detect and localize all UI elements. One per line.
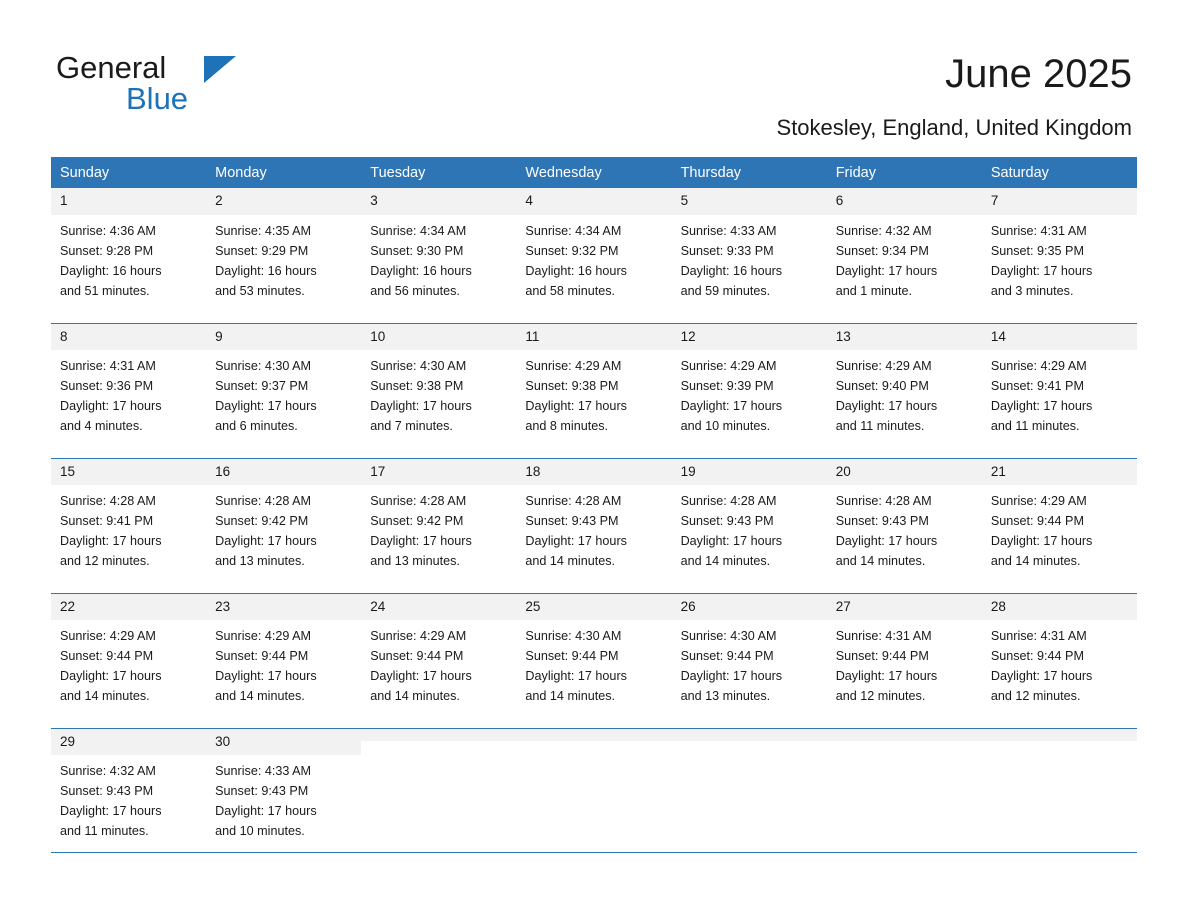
sunset-text: Sunset: 9:29 PM bbox=[215, 243, 309, 258]
day-number bbox=[361, 729, 516, 741]
day-cell[interactable] bbox=[51, 458, 206, 593]
day-number: 25 bbox=[516, 594, 671, 621]
sunrise-text: Sunrise: 4:30 AM bbox=[215, 359, 312, 374]
daylight-text-line2: and 56 minutes. bbox=[370, 283, 460, 298]
day-details bbox=[206, 350, 361, 447]
weekday-header-tuesday: Tuesday bbox=[361, 157, 516, 188]
day-details bbox=[361, 215, 516, 312]
daylight-text-line2: and 3 minutes. bbox=[990, 283, 1074, 298]
sunrise-text: Sunrise: 4:30 AM bbox=[525, 629, 622, 644]
daylight-text-line2: and 14 minutes. bbox=[835, 554, 926, 569]
sunset-text: Sunset: 9:38 PM bbox=[525, 379, 619, 394]
sunset-text: Sunset: 9:42 PM bbox=[370, 514, 464, 529]
day-number: 4 bbox=[516, 188, 671, 215]
sunrise-text: Sunrise: 4:28 AM bbox=[370, 494, 467, 509]
day-details bbox=[672, 215, 827, 312]
day-number: 30 bbox=[206, 729, 361, 756]
day-number bbox=[516, 729, 671, 741]
weekday-header-monday: Monday bbox=[206, 157, 361, 188]
sunset-text: Sunset: 9:43 PM bbox=[60, 784, 154, 799]
day-cell[interactable] bbox=[206, 593, 361, 728]
day-cell[interactable] bbox=[672, 458, 827, 593]
day-details bbox=[206, 215, 361, 312]
triangle-icon bbox=[204, 56, 236, 83]
daylight-text-line1: Daylight: 17 hours bbox=[835, 263, 938, 278]
day-cell[interactable] bbox=[206, 188, 361, 323]
day-details bbox=[827, 620, 982, 717]
day-cell[interactable] bbox=[51, 188, 206, 323]
sunrise-text: Sunrise: 4:31 AM bbox=[60, 359, 156, 374]
day-cell[interactable] bbox=[361, 323, 516, 458]
day-number: 19 bbox=[672, 459, 827, 486]
page-header bbox=[0, 0, 1188, 150]
day-number: 22 bbox=[51, 594, 206, 621]
sunset-text: Sunset: 9:33 PM bbox=[680, 243, 774, 258]
sunset-text: Sunset: 9:43 PM bbox=[215, 784, 309, 799]
sunset-text: Sunset: 9:44 PM bbox=[60, 649, 154, 664]
daylight-text-line2: and 53 minutes. bbox=[215, 283, 305, 298]
day-cell[interactable] bbox=[827, 323, 982, 458]
day-number: 5 bbox=[672, 188, 827, 215]
daylight-text-line1: Daylight: 17 hours bbox=[835, 669, 938, 684]
sunset-text: Sunset: 9:41 PM bbox=[990, 379, 1084, 394]
sunrise-text: Sunrise: 4:28 AM bbox=[680, 494, 777, 509]
day-details bbox=[516, 350, 671, 447]
day-cell[interactable] bbox=[982, 458, 1137, 593]
weekday-header-saturday: Saturday bbox=[982, 157, 1137, 188]
sunrise-text: Sunrise: 4:31 AM bbox=[990, 223, 1087, 238]
sunrise-text: Sunrise: 4:30 AM bbox=[370, 359, 467, 374]
daylight-text-line1: Daylight: 16 hours bbox=[215, 263, 317, 278]
day-cell[interactable] bbox=[206, 728, 361, 852]
daylight-text-line2: and 11 minutes. bbox=[990, 419, 1080, 434]
sunrise-text: Sunrise: 4:28 AM bbox=[835, 494, 932, 509]
day-details bbox=[827, 485, 982, 582]
sunrise-text: Sunrise: 4:31 AM bbox=[835, 629, 932, 644]
day-cell-empty bbox=[982, 728, 1137, 852]
day-details bbox=[361, 485, 516, 582]
day-cell[interactable] bbox=[982, 323, 1137, 458]
day-number bbox=[672, 729, 827, 741]
daylight-text-line2: and 13 minutes. bbox=[370, 554, 460, 569]
day-details bbox=[827, 350, 982, 447]
day-number: 12 bbox=[672, 324, 827, 351]
day-cell-empty bbox=[672, 728, 827, 852]
sunrise-text: Sunrise: 4:36 AM bbox=[60, 223, 156, 238]
sunrise-text: Sunrise: 4:30 AM bbox=[680, 629, 777, 644]
day-cell[interactable] bbox=[361, 188, 516, 323]
day-number: 11 bbox=[516, 324, 671, 351]
day-details bbox=[672, 350, 827, 447]
day-cell[interactable] bbox=[516, 188, 671, 323]
sunrise-text: Sunrise: 4:35 AM bbox=[215, 223, 312, 238]
daylight-text-line1: Daylight: 17 hours bbox=[215, 399, 317, 414]
daylight-text-line2: and 14 minutes. bbox=[680, 554, 771, 569]
day-number: 13 bbox=[827, 324, 982, 351]
day-details bbox=[51, 755, 206, 852]
day-cell[interactable] bbox=[827, 593, 982, 728]
sunrise-text: Sunrise: 4:29 AM bbox=[990, 494, 1087, 509]
day-cell[interactable] bbox=[51, 323, 206, 458]
daylight-text-line2: and 12 minutes. bbox=[990, 689, 1081, 704]
sunset-text: Sunset: 9:43 PM bbox=[680, 514, 774, 529]
daylight-text-line1: Daylight: 17 hours bbox=[525, 399, 627, 414]
daylight-text-line2: and 14 minutes. bbox=[370, 689, 460, 704]
day-details bbox=[206, 755, 361, 852]
day-number: 6 bbox=[827, 188, 982, 215]
daylight-text-line2: and 59 minutes. bbox=[680, 283, 771, 298]
day-cell-empty bbox=[827, 728, 982, 852]
daylight-text-line2: and 13 minutes. bbox=[680, 689, 771, 704]
day-details bbox=[516, 215, 671, 312]
day-number bbox=[827, 729, 982, 741]
sunrise-text: Sunrise: 4:34 AM bbox=[525, 223, 622, 238]
day-details bbox=[672, 620, 827, 717]
day-cell[interactable] bbox=[827, 188, 982, 323]
daylight-text-line2: and 10 minutes. bbox=[680, 419, 771, 434]
day-cell[interactable] bbox=[206, 458, 361, 593]
sunset-text: Sunset: 9:39 PM bbox=[680, 379, 774, 394]
sunrise-text: Sunrise: 4:32 AM bbox=[835, 223, 932, 238]
daylight-text-line2: and 51 minutes. bbox=[60, 283, 150, 298]
daylight-text-line2: and 14 minutes. bbox=[525, 554, 616, 569]
sunset-text: Sunset: 9:43 PM bbox=[835, 514, 929, 529]
day-number: 17 bbox=[361, 459, 516, 486]
daylight-text-line1: Daylight: 17 hours bbox=[835, 399, 938, 414]
day-number: 29 bbox=[51, 729, 206, 756]
day-number bbox=[982, 729, 1137, 741]
daylight-text-line1: Daylight: 16 hours bbox=[680, 263, 783, 278]
daylight-text-line1: Daylight: 17 hours bbox=[990, 399, 1093, 414]
sunset-text: Sunset: 9:32 PM bbox=[525, 243, 619, 258]
day-cell[interactable] bbox=[672, 593, 827, 728]
daylight-text-line2: and 14 minutes. bbox=[990, 554, 1081, 569]
weekday-header-wednesday: Wednesday bbox=[516, 157, 671, 188]
day-details bbox=[51, 620, 206, 717]
daylight-text-line2: and 1 minute. bbox=[835, 283, 913, 298]
daylight-text-line1: Daylight: 17 hours bbox=[525, 669, 627, 684]
sunrise-text: Sunrise: 4:33 AM bbox=[215, 764, 312, 779]
daylight-text-line1: Daylight: 17 hours bbox=[680, 534, 783, 549]
daylight-text-line1: Daylight: 17 hours bbox=[60, 669, 162, 684]
day-details bbox=[206, 485, 361, 582]
sunset-text: Sunset: 9:30 PM bbox=[370, 243, 464, 258]
day-number: 26 bbox=[672, 594, 827, 621]
day-details bbox=[516, 620, 671, 717]
page-title: June 2025 bbox=[945, 52, 1132, 96]
daylight-text-line2: and 6 minutes. bbox=[215, 419, 298, 434]
daylight-text-line2: and 11 minutes. bbox=[835, 419, 925, 434]
day-cell[interactable] bbox=[672, 188, 827, 323]
day-number: 14 bbox=[982, 324, 1137, 351]
daylight-text-line2: and 58 minutes. bbox=[525, 283, 616, 298]
day-details bbox=[982, 350, 1137, 447]
daylight-text-line1: Daylight: 17 hours bbox=[215, 669, 317, 684]
daylight-text-line1: Daylight: 17 hours bbox=[370, 399, 472, 414]
day-number: 18 bbox=[516, 459, 671, 486]
day-number: 9 bbox=[206, 324, 361, 351]
day-cell-empty bbox=[516, 728, 671, 852]
sunrise-text: Sunrise: 4:29 AM bbox=[525, 359, 622, 374]
day-number: 23 bbox=[206, 594, 361, 621]
day-number: 10 bbox=[361, 324, 516, 351]
sunrise-text: Sunrise: 4:29 AM bbox=[680, 359, 777, 374]
sunset-text: Sunset: 9:44 PM bbox=[525, 649, 619, 664]
sunset-text: Sunset: 9:42 PM bbox=[215, 514, 309, 529]
sunset-text: Sunset: 9:44 PM bbox=[990, 514, 1084, 529]
location-subtitle: Stokesley, England, United Kingdom bbox=[776, 115, 1132, 140]
sunrise-text: Sunrise: 4:31 AM bbox=[990, 629, 1087, 644]
daylight-text-line1: Daylight: 17 hours bbox=[680, 399, 783, 414]
sunset-text: Sunset: 9:40 PM bbox=[835, 379, 929, 394]
daylight-text-line1: Daylight: 17 hours bbox=[215, 534, 317, 549]
sunrise-text: Sunrise: 4:33 AM bbox=[680, 223, 777, 238]
day-number: 21 bbox=[982, 459, 1137, 486]
day-number: 15 bbox=[51, 459, 206, 486]
daylight-text-line2: and 12 minutes. bbox=[835, 689, 926, 704]
daylight-text-line1: Daylight: 17 hours bbox=[60, 534, 162, 549]
sunrise-text: Sunrise: 4:29 AM bbox=[835, 359, 932, 374]
day-cell[interactable] bbox=[516, 593, 671, 728]
day-details bbox=[672, 485, 827, 582]
sunrise-text: Sunrise: 4:28 AM bbox=[215, 494, 312, 509]
day-number: 28 bbox=[982, 594, 1137, 621]
general-blue-logo bbox=[56, 50, 276, 120]
daylight-text-line2: and 14 minutes. bbox=[525, 689, 616, 704]
day-details bbox=[361, 350, 516, 447]
day-details bbox=[51, 485, 206, 582]
day-details bbox=[361, 620, 516, 717]
sunset-text: Sunset: 9:35 PM bbox=[990, 243, 1084, 258]
sunrise-text: Sunrise: 4:34 AM bbox=[370, 223, 467, 238]
daylight-text-line1: Daylight: 16 hours bbox=[370, 263, 472, 278]
daylight-text-line1: Daylight: 17 hours bbox=[370, 669, 472, 684]
daylight-text-line2: and 14 minutes. bbox=[215, 689, 305, 704]
day-number: 16 bbox=[206, 459, 361, 486]
weekday-header-friday: Friday bbox=[827, 157, 982, 188]
day-cell[interactable] bbox=[672, 323, 827, 458]
sunset-text: Sunset: 9:38 PM bbox=[370, 379, 464, 394]
calendar-week-row bbox=[51, 188, 1137, 323]
day-cell[interactable] bbox=[516, 458, 671, 593]
day-cell[interactable] bbox=[206, 323, 361, 458]
day-number: 1 bbox=[51, 188, 206, 215]
daylight-text-line2: and 7 minutes. bbox=[370, 419, 453, 434]
day-number: 7 bbox=[982, 188, 1137, 215]
sunset-text: Sunset: 9:28 PM bbox=[60, 243, 154, 258]
daylight-text-line2: and 4 minutes. bbox=[60, 419, 143, 434]
daylight-text-line1: Daylight: 16 hours bbox=[525, 263, 627, 278]
sunrise-text: Sunrise: 4:29 AM bbox=[60, 629, 156, 644]
daylight-text-line2: and 13 minutes. bbox=[215, 554, 305, 569]
weekday-header-row bbox=[51, 157, 1137, 188]
day-cell[interactable] bbox=[51, 728, 206, 852]
daylight-text-line1: Daylight: 17 hours bbox=[680, 669, 783, 684]
daylight-text-line2: and 12 minutes. bbox=[60, 554, 150, 569]
day-cell[interactable] bbox=[827, 458, 982, 593]
sunrise-text: Sunrise: 4:29 AM bbox=[215, 629, 312, 644]
day-details bbox=[982, 620, 1137, 717]
sunset-text: Sunset: 9:44 PM bbox=[835, 649, 929, 664]
sunset-text: Sunset: 9:44 PM bbox=[990, 649, 1084, 664]
sun-times-calendar bbox=[51, 157, 1137, 853]
day-cell[interactable] bbox=[982, 593, 1137, 728]
weekday-header-thursday: Thursday bbox=[672, 157, 827, 188]
day-details bbox=[982, 215, 1137, 312]
logo-text-blue: Blue bbox=[126, 81, 189, 116]
calendar-week-row bbox=[51, 728, 1137, 852]
day-number: 3 bbox=[361, 188, 516, 215]
daylight-text-line1: Daylight: 17 hours bbox=[990, 669, 1093, 684]
day-cell-empty bbox=[361, 728, 516, 852]
day-cell[interactable] bbox=[361, 458, 516, 593]
sunset-text: Sunset: 9:44 PM bbox=[215, 649, 309, 664]
day-cell[interactable] bbox=[361, 593, 516, 728]
day-details bbox=[516, 485, 671, 582]
daylight-text-line1: Daylight: 17 hours bbox=[835, 534, 938, 549]
calendar-week-row bbox=[51, 323, 1137, 458]
day-cell[interactable] bbox=[51, 593, 206, 728]
sunrise-text: Sunrise: 4:29 AM bbox=[370, 629, 467, 644]
calendar-week-row bbox=[51, 458, 1137, 593]
daylight-text-line1: Daylight: 17 hours bbox=[370, 534, 472, 549]
day-cell[interactable] bbox=[982, 188, 1137, 323]
sunset-text: Sunset: 9:36 PM bbox=[60, 379, 154, 394]
daylight-text-line1: Daylight: 17 hours bbox=[215, 804, 317, 819]
daylight-text-line2: and 14 minutes. bbox=[60, 689, 150, 704]
daylight-text-line1: Daylight: 16 hours bbox=[60, 263, 162, 278]
day-number: 8 bbox=[51, 324, 206, 351]
day-details bbox=[206, 620, 361, 717]
daylight-text-line1: Daylight: 17 hours bbox=[990, 534, 1093, 549]
day-details bbox=[982, 485, 1137, 582]
sunset-text: Sunset: 9:43 PM bbox=[525, 514, 619, 529]
daylight-text-line2: and 8 minutes. bbox=[525, 419, 609, 434]
weekday-header-sunday: Sunday bbox=[51, 157, 206, 188]
logo-text-general: General bbox=[56, 50, 167, 85]
sunrise-text: Sunrise: 4:28 AM bbox=[60, 494, 156, 509]
day-details bbox=[827, 215, 982, 312]
sunset-text: Sunset: 9:37 PM bbox=[215, 379, 309, 394]
daylight-text-line2: and 10 minutes. bbox=[215, 824, 305, 839]
sunset-text: Sunset: 9:34 PM bbox=[835, 243, 929, 258]
day-number: 20 bbox=[827, 459, 982, 486]
day-number: 24 bbox=[361, 594, 516, 621]
daylight-text-line1: Daylight: 17 hours bbox=[990, 263, 1093, 278]
day-details bbox=[51, 215, 206, 312]
daylight-text-line1: Daylight: 17 hours bbox=[525, 534, 627, 549]
daylight-text-line1: Daylight: 17 hours bbox=[60, 399, 162, 414]
day-number: 2 bbox=[206, 188, 361, 215]
sunset-text: Sunset: 9:44 PM bbox=[370, 649, 464, 664]
sunset-text: Sunset: 9:44 PM bbox=[680, 649, 774, 664]
daylight-text-line1: Daylight: 17 hours bbox=[60, 804, 162, 819]
day-details bbox=[51, 350, 206, 447]
day-cell[interactable] bbox=[516, 323, 671, 458]
sunset-text: Sunset: 9:41 PM bbox=[60, 514, 154, 529]
sunrise-text: Sunrise: 4:29 AM bbox=[990, 359, 1087, 374]
sunrise-text: Sunrise: 4:32 AM bbox=[60, 764, 156, 779]
sunrise-text: Sunrise: 4:28 AM bbox=[525, 494, 622, 509]
day-number: 27 bbox=[827, 594, 982, 621]
calendar-week-row bbox=[51, 593, 1137, 728]
daylight-text-line2: and 11 minutes. bbox=[60, 824, 149, 839]
